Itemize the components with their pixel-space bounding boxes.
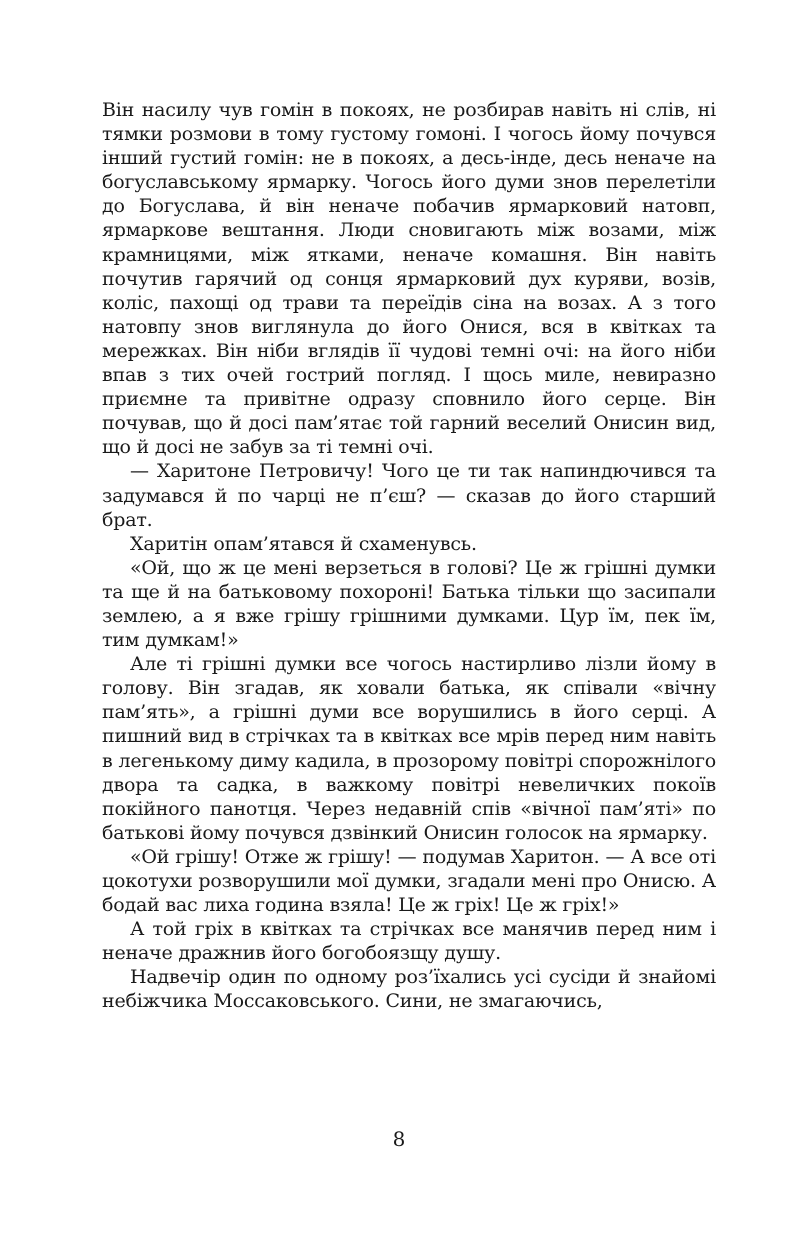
paragraph: «Ой грішу! Отже ж грішу! — подумав Харитон. — А все оті цокотухи розворушили мої думки, згадали мені про Онисю. А бодай вас лиха година взяла! Це ж гріх! Це ж гріх!»: [102, 845, 716, 917]
paragraph: Він насилу чув гомін в покоях, не розбирав навіть ні слів, ні тямки розмови в тому густому гомоні. І чогось йому почувся інший густий гомін: не в покоях, а десь-інде, десь неначе на богуславському ярмарку. Чогось його думи знов перелетіли до Богуслава, й він неначе побачив ярмарковий натовп, ярмаркове вештання. Люди сновигають між возами, між крамницями, між ятками, неначе комашня. Він навіть почутив гарячий од сонця ярмарковий дух куряви, возів, коліс, пахощі од трави та переїдів сіна на возах. А з того натовпу знов виглянула до його Онися, вся в квітках та мережках. Він ніби вглядів її чудові темні очі: на його ніби впав з тих очей гострий погляд. І щось миле, невиразно приємне та привітне одразу сповнило його серце. Він почував, що й досі пам’ятає той гарний веселий Онисин вид, що й досі не забув за ті темні очі.: [102, 99, 716, 459]
paragraph: Харитін опам’ятався й схаменувсь.: [130, 532, 477, 555]
paragraph: Але ті грішні думки все чогось настирливо лізли йому в голову. Він згадав, як ховали батька, як співали «вічну пам’ять», а грішні думи все ворушились в його серці. А пишний вид в стрічках та в квітках все мрів перед ним навіть в легенькому диму кадила, в прозорому повітрі спорожнілого двора та садка, в важкому повітрі невеличких покоїв покійного панотця. Через недавній спів «вічної пам’яті» по батькові йому почувся дзвінкий Онисин голосок на ярмарку.: [102, 653, 716, 844]
paragraph: — Харитоне Петровичу! Чого це ти так напиндючився та задумався й по чарці не п’єш? — сказав до його старший брат.: [102, 460, 716, 531]
body-text: [102, 98, 716, 1014]
paragraph: «Ой, що ж це мені верзеться в голові? Це ж грішні думки та ще й на батьковому похороні! Батька тільки що засипали землею, а я вже грішу грішними думками. Цур їм, пек їм, тим думкам!»: [102, 556, 716, 652]
paragraph: Надвечір один по одному роз’їхались усі сусіди й знайомі небіжчика Моссаковського. Сини, не змагаючись,: [102, 966, 716, 1013]
paragraph: А той гріх в квітках та стрічках все манячив перед ним і неначе дражнив його богобоязщу душу.: [102, 918, 716, 965]
page-number: 8: [392, 1127, 406, 1151]
